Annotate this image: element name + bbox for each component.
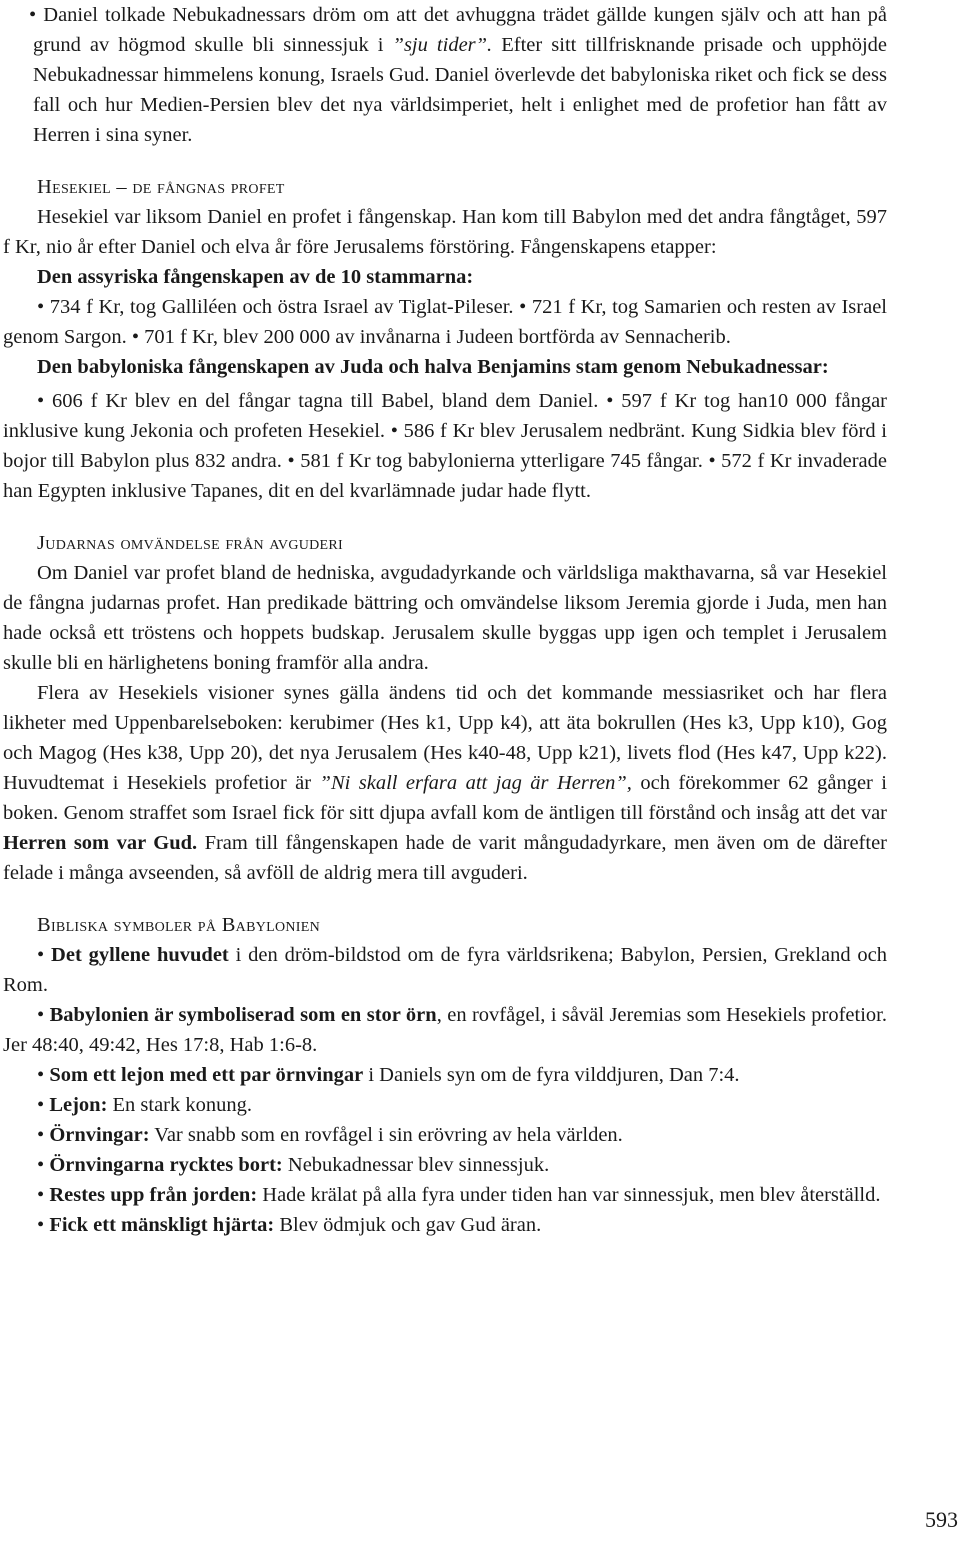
symbol-list-item: • Som ett lejon med ett par örnvingar i Daniels syn om de fyra vilddjuren, Dan 7:4. [37, 1064, 740, 1086]
bullet: • [37, 1154, 45, 1176]
bullet: • [37, 1064, 45, 1086]
symbol-list-item: • Örnvingarna rycktes bort: Nebukadnessar blev sinnessjuk. [37, 1154, 550, 1176]
symbol-list [3, 940, 887, 1240]
bullet: • [37, 1094, 45, 1116]
judarnas-paragraph-1: Om Daniel var profet bland de hedniska, avgudadyrkande och världsliga makthavarna, så var Hesekiel de fångna judarnas profet. Han predikade bättring och omvändelse liksom Jeremia gjorde i Juda, men han hade också ett tröstens och hoppets budskap. Jerusalem skulle byggas upp igen och templet i Jerusalem skulle bli en härlighetens boning framför alla andra. [3, 562, 887, 674]
assyrian-text: • 734 f Kr, tog Galliléen och östra Israel av Tiglat-Pileser. • 721 f Kr, tog Samarien och resten av Israel genom Sargon. • 701 f Kr, blev 200 000 av invånarna i Judeen bortförda av Sennacherib. [3, 296, 887, 348]
symbol-list-item: • Babylonien är symboliserad som en stor örn, en rovfågel, i såväl Jeremias som Hesekiels profetior. Jer 48:40, 49:42, Hes 17:8, Hab 1:6-8. [3, 1004, 887, 1056]
page-number: 593 [925, 1507, 958, 1532]
bullet: • [37, 1004, 45, 1026]
bullet: • [37, 1124, 45, 1146]
hesekiel-paragraph: Hesekiel var liksom Daniel en profet i fångenskap. Han kom till Babylon med det andra fångtåget, 597 f Kr, nio år efter Daniel och elva år före Jerusalems förstöring. Fångenskapens etapper: [3, 206, 887, 258]
section-heading-hesekiel: Hesekiel – de fångnas profet [37, 176, 285, 198]
symbol-list-item: • Lejon: En stark konung. [37, 1094, 253, 1116]
bullet: • [37, 1214, 45, 1236]
bullet: • [29, 4, 37, 26]
assyrian-heading: Den assyriska fångenskapen av de 10 stammarna: [37, 266, 474, 288]
section-heading-symboler: Bibliska symboler på Babylonien [37, 914, 321, 936]
symbol-list-item: • Det gyllene huvudet i den dröm-bildstod om de fyra världsrikena; Babylon, Persien, Grekland och Rom. [3, 944, 888, 996]
symbol-list-item: • Fick ett mänskligt hjärta: Blev ödmjuk och gav Gud äran. [37, 1214, 542, 1236]
intro-italic: ”sju tider”. [392, 34, 493, 56]
symbol-list-item: • Restes upp från jorden: Hade krälat på alla fyra under tiden han var sinnessjuk, men blev återställd. [37, 1184, 881, 1206]
babylonian-heading: Den babyloniska fångenskapen av Juda och halva Benjamins stam genom Nebukadnessar: [37, 356, 829, 378]
document-page [3, 0, 887, 1240]
babylonian-text: • 606 f Kr blev en del fångar tagna till Babel, bland dem Daniel. • 597 f Kr tog han10 000 fångar inklusive kung Jekonia och profeten Hesekiel. • 586 f Kr blev Jerusalem nedbränt. Kung Sidkia blev förd i bojor till Babylon plus 832 andra. • 581 f Kr tog babylonierna ytterligare 745 fångar. • 572 f Kr invaderade han Egypten inklusive Tapanes, dit en del kvarlämnade judar hade flytt. [3, 390, 887, 502]
intro-paragraph [3, 0, 887, 150]
judarnas-paragraph-2: Flera av Hesekiels visioner synes gälla ändens tid och det kommande messiasriket och har flera likheter med Uppenbarelseboken: kerubimer (Hes k1, Upp k4), att äta bokrullen (Hes k3, Upp k10), Gog och Magog (Hes k38, Upp 20), det nya Jerusalem (Hes k40-48, Upp k21), livets flod (Hes k47, Upp k22). Huvudtemat i Hesekiels profetior är ”Ni skall erfara att jag är Herren”, och förekommer 62 gånger i boken. Genom straffet som Israel fick för sitt djupa avfall kom de äntligen till förstånd och insåg att det var Herren som var Gud. Fram till fångenskapen hade de varit mångudadyrkare, men även om de därefter felade i många avseenden, så avföll de aldrig mera till avguderi. [3, 682, 887, 884]
section-heading-judarnas: Judarnas omvändelse från avguderi [37, 532, 344, 554]
bullet: • [37, 1184, 45, 1206]
intro-text-1: Daniel tolkade Nebukadnessars dröm om att det avhuggna trädet gällde kungen själv och att han på grund av högmod skulle bli sinnessjuk i [33, 4, 888, 56]
bullet: • [37, 944, 45, 966]
intro-text-2: Efter sitt tillfrisknande prisade och upphöjde Nebukadnessar himmelens konung, Israels Gud. Daniel överlevde det babyloniska riket och fick se dess fall och hur Medien-Persien blev det nya världsimperiet, helt i enlighet med de profetior han fått av Herren i sina syner. [33, 34, 887, 146]
symbol-list-item: • Örnvingar: Var snabb som en rovfågel i sin erövring av hela världen. [37, 1124, 623, 1146]
